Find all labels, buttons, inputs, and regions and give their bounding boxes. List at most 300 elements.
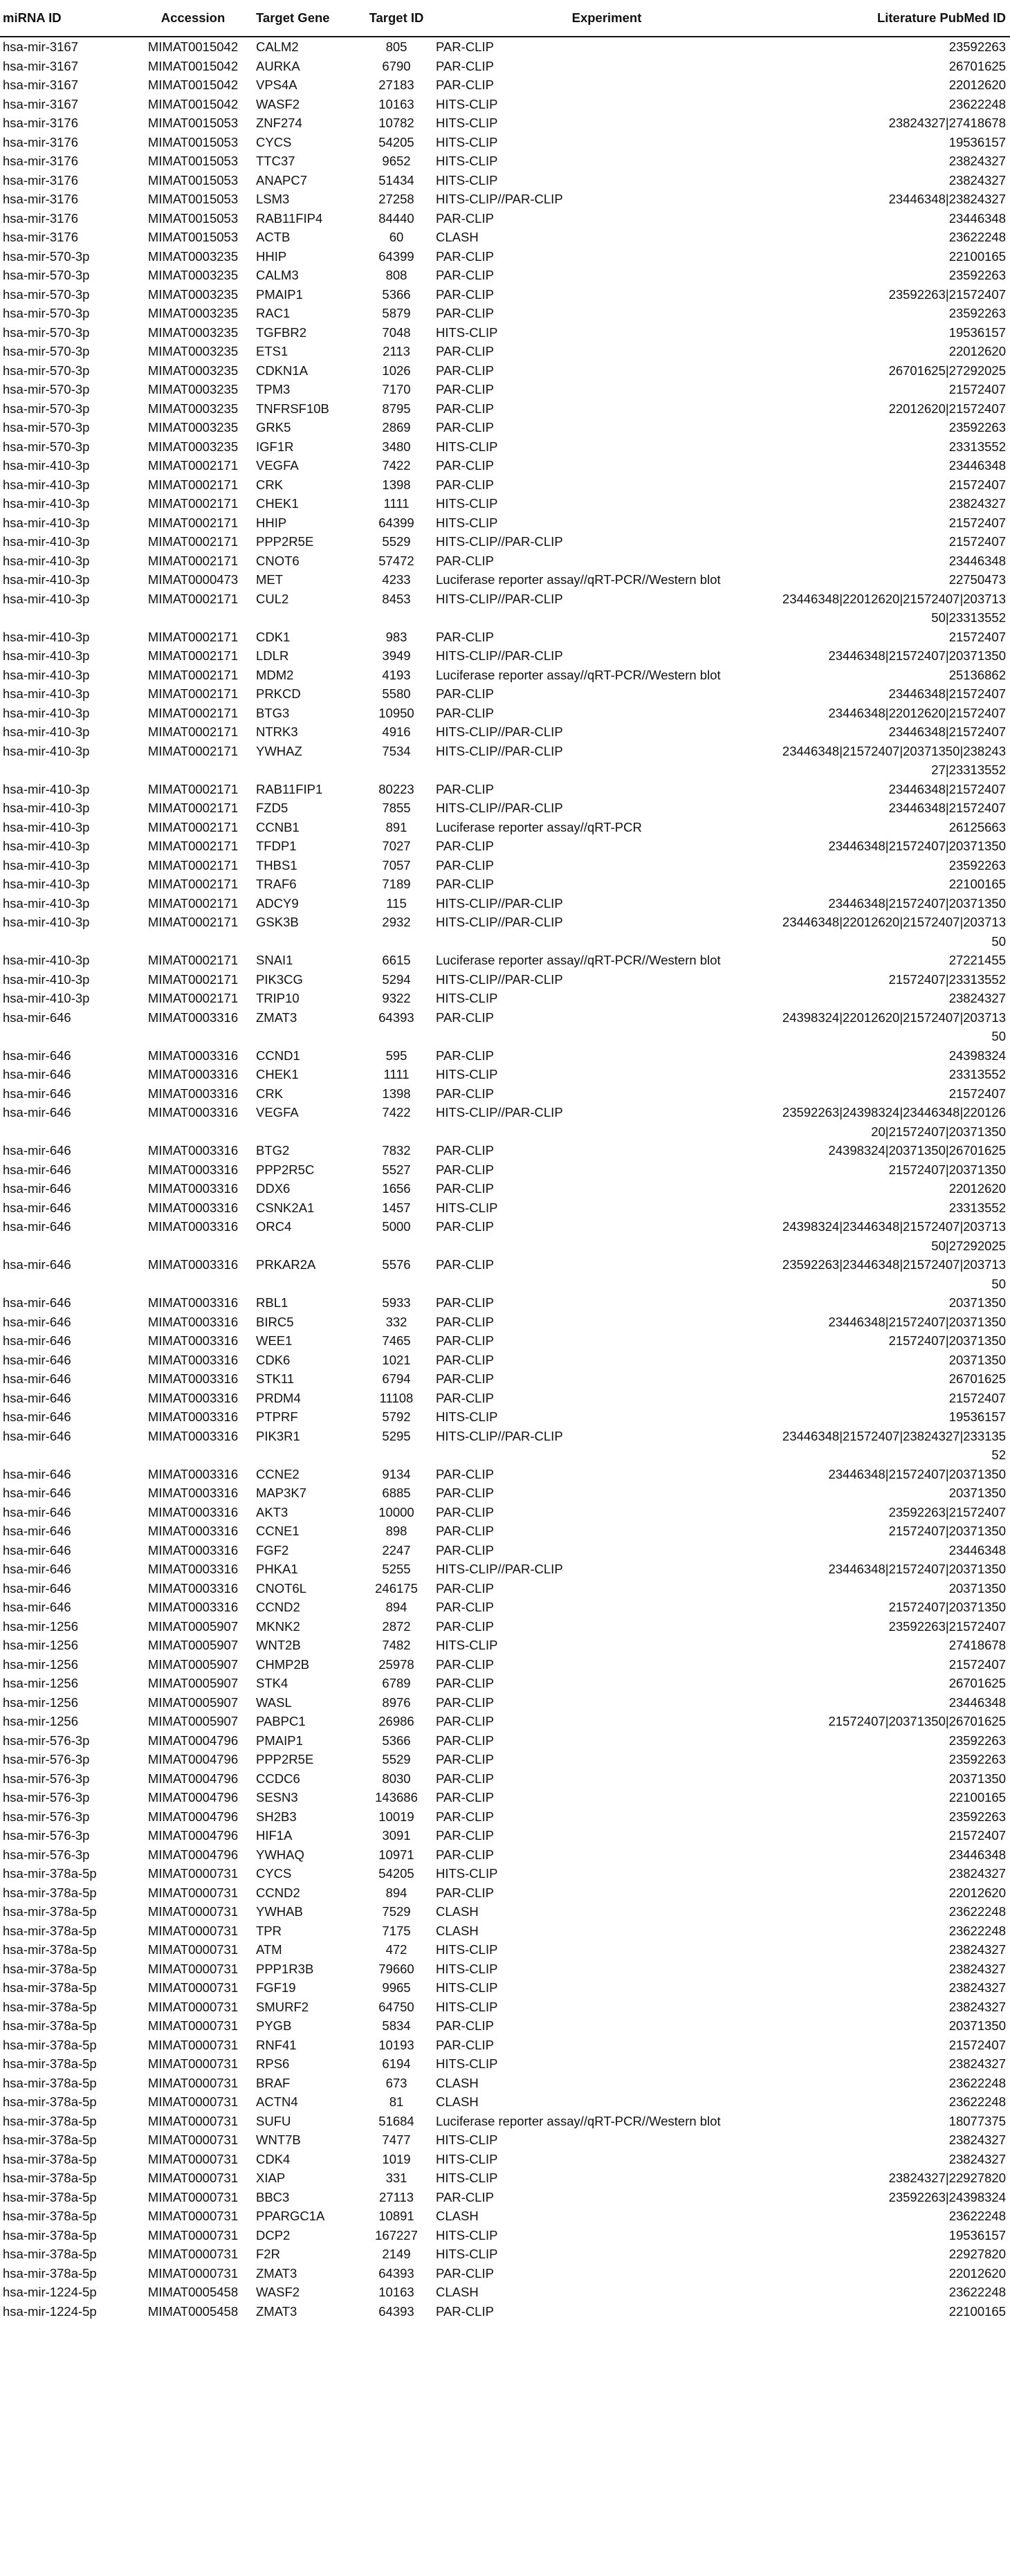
experiment-cell: PAR-CLIP [436, 781, 494, 796]
table-row [0, 2074, 1010, 2093]
target-gene-cell: CDK4 [256, 2151, 291, 2166]
mirna-id-cell: hsa-mir-410-3p [3, 648, 90, 663]
target-id-cell: 7175 [382, 1923, 411, 1938]
pubmed-id-cell: 23824327 [948, 154, 1006, 168]
target-id-cell: 5576 [382, 1257, 411, 1272]
accession-cell: MIMAT0005907 [147, 1695, 239, 1710]
accession-cell: MIMAT0003316 [147, 1390, 239, 1405]
target-gene-cell: PPARGC1A [256, 2209, 325, 2223]
experiment-cell: HITS-CLIP [436, 2227, 498, 2242]
accession-cell: MIMAT0002171 [147, 857, 239, 873]
target-gene-cell: PABPC1 [256, 1714, 306, 1728]
table-row [0, 742, 1010, 780]
experiment-cell: PAR-CLIP [436, 363, 494, 378]
target-id-cell: 9134 [382, 1466, 411, 1481]
accession-cell: MIMAT0004796 [147, 1847, 239, 1862]
table-row [0, 1217, 1010, 1255]
pubmed-id-cell: 23446348|21572407 [888, 801, 1006, 815]
target-gene-cell: ATM [256, 1942, 282, 1957]
pubmed-id-cell: 27221455 [948, 953, 1006, 967]
mirna-id-cell: hsa-mir-646 [3, 1524, 71, 1538]
mirna-id-cell: hsa-mir-570-3p [3, 248, 90, 264]
pubmed-id-cell: 20371350 [948, 1352, 1006, 1367]
target-gene-cell: ACTB [256, 230, 291, 244]
col-header-mirna-id: miRNA ID [0, 0, 131, 37]
pubmed-id-cell: 23446348|21572407|20371350|23824327|23313552 [782, 743, 1006, 777]
experiment-cell: PAR-CLIP [436, 1295, 494, 1310]
mirna-id-cell: hsa-mir-410-3p [3, 705, 90, 720]
experiment-cell: HITS-CLIP//PAR-CLIP [436, 534, 563, 549]
experiment-cell: HITS-CLIP [436, 1999, 498, 2014]
pubmed-id-cell: 23824327 [948, 1999, 1006, 2014]
mirna-id-cell: hsa-mir-576-3p [3, 1847, 90, 1862]
table-row [0, 361, 1010, 381]
accession-cell: MIMAT0000731 [147, 2189, 239, 2204]
experiment-cell: PAR-CLIP [436, 286, 494, 302]
target-gene-cell: PTPRF [256, 1409, 298, 1424]
pubmed-id-cell: 22750473 [948, 572, 1006, 587]
accession-cell: MIMAT0003316 [147, 1067, 239, 1081]
table-row [0, 2188, 1010, 2207]
pubmed-id-cell: 23446348 [948, 553, 1006, 568]
pubmed-id-cell: 20371350 [948, 1486, 1006, 1500]
target-gene-cell: YWHAZ [256, 743, 302, 758]
target-id-cell: 64399 [378, 515, 414, 530]
table-row [0, 894, 1010, 913]
target-id-cell: 64750 [378, 1999, 414, 2014]
table-row [0, 1693, 1010, 1712]
mirna-id-cell: hsa-mir-646 [3, 1580, 71, 1596]
table-row [0, 95, 1010, 114]
target-gene-cell: LDLR [256, 648, 289, 663]
col-header-target-gene: Target Gene [255, 0, 358, 37]
target-id-cell: 6615 [382, 953, 411, 967]
mirna-id-cell: hsa-mir-570-3p [3, 363, 90, 378]
target-gene-cell: CHEK1 [256, 1067, 299, 1081]
target-id-cell: 894 [385, 1600, 407, 1614]
experiment-cell: PAR-CLIP [436, 1600, 494, 1614]
accession-cell: MIMAT0003316 [147, 1143, 239, 1158]
accession-cell: MIMAT0015053 [147, 192, 239, 206]
accession-cell: MIMAT0000731 [147, 1999, 239, 2014]
target-id-cell: 1398 [382, 477, 411, 492]
table-row [0, 1198, 1010, 1218]
mirna-id-cell: hsa-mir-3176 [3, 172, 78, 188]
experiment-cell: PAR-CLIP [436, 58, 494, 73]
pubmed-id-cell: 23313552 [948, 1067, 1006, 1081]
mirna-id-cell: hsa-mir-3176 [3, 192, 78, 206]
target-id-cell: 27113 [378, 2189, 414, 2204]
mirna-id-cell: hsa-mir-576-3p [3, 1771, 90, 1786]
mirna-id-cell: hsa-mir-646 [3, 1562, 71, 1576]
table-row [0, 2245, 1010, 2264]
target-gene-cell: RNF41 [256, 2037, 297, 2052]
experiment-cell: PAR-CLIP [436, 77, 494, 92]
target-id-cell: 10950 [378, 705, 414, 720]
accession-cell: MIMAT0015042 [147, 58, 239, 73]
target-id-cell: 894 [385, 1885, 407, 1900]
target-gene-cell: WEE1 [256, 1333, 293, 1348]
mirna-id-cell: hsa-mir-378a-5p [3, 2018, 97, 2033]
accession-cell: MIMAT0003235 [147, 382, 239, 396]
experiment-cell: HITS-CLIP [436, 1638, 498, 1652]
accession-cell: MIMAT0002171 [147, 724, 239, 739]
mirna-id-cell: hsa-mir-646 [3, 1352, 71, 1367]
experiment-cell: HITS-CLIP//PAR-CLIP [436, 743, 563, 758]
accession-cell: MIMAT0004796 [147, 1733, 239, 1748]
target-gene-cell: TFDP1 [256, 839, 297, 853]
pubmed-id-cell: 22012620 [948, 1181, 1006, 1196]
pubmed-id-cell: 21572407 [948, 629, 1006, 644]
target-gene-cell: ORC4 [256, 1219, 292, 1234]
experiment-cell: HITS-CLIP [436, 515, 498, 530]
target-id-cell: 25978 [378, 1656, 414, 1672]
target-id-cell: 2932 [382, 915, 411, 929]
target-id-cell: 1656 [382, 1181, 411, 1196]
target-id-cell: 673 [385, 2075, 407, 2090]
accession-cell: MIMAT0000731 [147, 2265, 239, 2281]
table-row [0, 1864, 1010, 1883]
accession-cell: MIMAT0003316 [147, 1600, 239, 1614]
accession-cell: MIMAT0002171 [147, 648, 239, 663]
target-gene-cell: CHMP2B [256, 1656, 310, 1672]
pubmed-id-cell: 23622248 [948, 1923, 1006, 1938]
target-id-cell: 4233 [382, 572, 411, 587]
table-row [0, 247, 1010, 266]
pubmed-id-cell: 21572407 [948, 1390, 1006, 1405]
pubmed-id-cell: 23622248 [948, 2094, 1006, 2109]
mirna-id-cell: hsa-mir-1256 [3, 1695, 78, 1710]
target-id-cell: 6794 [382, 1371, 411, 1386]
pubmed-id-cell: 22012620 [948, 77, 1006, 92]
target-gene-cell: CCDC6 [256, 1771, 300, 1786]
target-id-cell: 595 [385, 1048, 407, 1063]
mirna-id-cell: hsa-mir-410-3p [3, 724, 90, 739]
mirna-id-cell: hsa-mir-1224-5p [3, 2285, 97, 2299]
mirna-id-cell: hsa-mir-410-3p [3, 819, 90, 834]
accession-cell: MIMAT0002171 [147, 534, 239, 549]
target-gene-cell: RAB11FIP4 [256, 210, 323, 226]
accession-cell: MIMAT0003316 [147, 1048, 239, 1063]
target-gene-cell: VEGFA [256, 1105, 299, 1120]
target-id-cell: 51434 [378, 172, 414, 188]
experiment-cell: PAR-CLIP [436, 1733, 494, 1748]
target-gene-cell: CYCS [256, 134, 292, 149]
mirna-id-cell: hsa-mir-646 [3, 1390, 71, 1405]
table-row [0, 780, 1010, 799]
accession-cell: MIMAT0000731 [147, 2113, 239, 2128]
mirna-id-cell: hsa-mir-410-3p [3, 686, 90, 701]
experiment-cell: Luciferase reporter assay//qRT-PCR//Western blot [436, 2113, 721, 2128]
mirna-id-cell: hsa-mir-1256 [3, 1714, 78, 1728]
mirna-id-cell: hsa-mir-410-3p [3, 515, 90, 530]
table-row [0, 2207, 1010, 2226]
experiment-cell: HITS-CLIP [436, 439, 498, 454]
target-id-cell: 9322 [382, 991, 411, 1005]
accession-cell: MIMAT0005907 [147, 1618, 239, 1634]
target-gene-cell: CCND2 [256, 1885, 300, 1900]
target-gene-cell: TPM3 [256, 382, 291, 396]
mirna-id-cell: hsa-mir-378a-5p [3, 2037, 97, 2052]
pubmed-id-cell: 23592263|21572407 [888, 286, 1006, 302]
accession-cell: MIMAT0000731 [147, 2151, 239, 2166]
accession-cell: MIMAT0002171 [147, 496, 239, 511]
experiment-cell: HITS-CLIP [436, 1200, 498, 1215]
target-gene-cell: CYCS [256, 1866, 292, 1881]
pubmed-id-cell: 23592263 [948, 857, 1006, 873]
table-row [0, 798, 1010, 818]
experiment-cell: PAR-CLIP [436, 877, 494, 891]
table-row [0, 1255, 1010, 1293]
table-row [0, 228, 1010, 247]
target-id-cell: 60 [389, 230, 404, 244]
target-id-cell: 5529 [382, 1752, 411, 1766]
experiment-cell: HITS-CLIP [436, 325, 498, 340]
target-id-cell: 5933 [382, 1295, 411, 1310]
target-id-cell: 332 [385, 1314, 407, 1329]
pubmed-id-cell: 21572407 [948, 515, 1006, 530]
table-row [0, 1179, 1010, 1198]
experiment-cell: PAR-CLIP [436, 686, 494, 701]
table-row [0, 1998, 1010, 2017]
target-gene-cell: TPR [256, 1923, 282, 1938]
target-id-cell: 1398 [382, 1086, 411, 1101]
target-gene-cell: STK11 [256, 1371, 295, 1386]
pubmed-id-cell: 23622248 [948, 2209, 1006, 2223]
mirna-id-cell: hsa-mir-576-3p [3, 1828, 90, 1843]
table-row [0, 989, 1010, 1008]
experiment-cell: PAR-CLIP [436, 1466, 494, 1481]
mirna-id-cell: hsa-mir-570-3p [3, 268, 90, 282]
mirna-id-cell: hsa-mir-378a-5p [3, 1866, 97, 1881]
target-id-cell: 5295 [382, 1428, 411, 1443]
pubmed-id-cell: 23446348|21572407 [888, 724, 1006, 739]
table-row [0, 1141, 1010, 1160]
pubmed-id-cell: 23592263 [948, 1809, 1006, 1824]
pubmed-id-cell: 23446348|21572407|20371350 [828, 1562, 1006, 1576]
accession-cell: MIMAT0002171 [147, 629, 239, 644]
target-gene-cell: CRK [256, 1086, 284, 1101]
experiment-cell: PAR-CLIP [436, 2265, 494, 2281]
pubmed-id-cell: 23824327 [948, 172, 1006, 188]
experiment-cell: CLASH [436, 2075, 479, 2090]
target-id-cell: 64393 [378, 2303, 414, 2319]
target-id-cell: 26986 [378, 1714, 414, 1728]
target-id-cell: 10019 [378, 1809, 414, 1824]
table-row [0, 57, 1010, 76]
table-row [0, 1636, 1010, 1655]
experiment-cell: PAR-CLIP [436, 1790, 494, 1805]
pubmed-id-cell: 23824327 [948, 2132, 1006, 2147]
table-row [0, 1750, 1010, 1769]
target-gene-cell: CUL2 [256, 591, 289, 606]
pubmed-id-cell: 23592263 [948, 268, 1006, 282]
target-id-cell: 7422 [382, 1105, 411, 1120]
pubmed-id-cell: 23592263|23446348|21572407|20371350 [782, 1257, 1006, 1291]
target-gene-cell: CDKN1A [256, 363, 309, 378]
accession-cell: MIMAT0003235 [147, 344, 239, 358]
accession-cell: MIMAT0003235 [147, 248, 239, 264]
experiment-cell: PAR-CLIP [436, 248, 494, 264]
target-gene-cell: PRKCD [256, 686, 301, 701]
pubmed-id-cell: 23446348|22012620|21572407|20371350|23313552 [782, 591, 1006, 625]
mirna-id-cell: hsa-mir-1256 [3, 1638, 78, 1652]
pubmed-id-cell: 23824327|22927820 [888, 2171, 1006, 2185]
pubmed-id-cell: 23622248 [948, 2075, 1006, 2090]
target-id-cell: 54205 [378, 1866, 414, 1881]
accession-cell: MIMAT0015042 [147, 77, 239, 92]
experiment-cell: PAR-CLIP [436, 1371, 494, 1386]
table-row [0, 1788, 1010, 1807]
pubmed-id-cell: 20371350 [948, 1771, 1006, 1786]
accession-cell: MIMAT0003235 [147, 401, 239, 416]
target-gene-cell: BTG3 [256, 705, 290, 720]
table-row [0, 190, 1010, 209]
target-gene-cell: HHIP [256, 515, 287, 530]
mirna-id-cell: hsa-mir-646 [3, 1486, 71, 1500]
experiment-cell: HITS-CLIP//PAR-CLIP [436, 648, 563, 663]
experiment-cell: PAR-CLIP [436, 382, 494, 396]
target-id-cell: 2872 [382, 1618, 411, 1634]
experiment-cell: PAR-CLIP [436, 1086, 494, 1101]
table-row [0, 1579, 1010, 1598]
experiment-cell: HITS-CLIP//PAR-CLIP [436, 192, 563, 206]
target-id-cell: 8976 [382, 1695, 411, 1710]
table-row [0, 113, 1010, 133]
accession-cell: MIMAT0003235 [147, 363, 239, 378]
experiment-cell: HITS-CLIP [436, 1961, 498, 1976]
target-gene-cell: ZMAT3 [256, 2265, 297, 2281]
mirna-id-cell: hsa-mir-570-3p [3, 382, 90, 396]
experiment-cell: HITS-CLIP//PAR-CLIP [436, 1428, 563, 1443]
accession-cell: MIMAT0003235 [147, 306, 239, 320]
experiment-cell: HITS-CLIP [436, 2132, 498, 2147]
target-id-cell: 3949 [382, 648, 411, 663]
table-row [0, 1483, 1010, 1503]
pubmed-id-cell: 21572407 [948, 1828, 1006, 1843]
table-row [0, 1769, 1010, 1789]
table-row [0, 646, 1010, 666]
experiment-cell: PAR-CLIP [436, 1486, 494, 1500]
accession-cell: MIMAT0003316 [147, 1542, 239, 1558]
target-gene-cell: CNOT6L [256, 1580, 306, 1596]
target-gene-cell: CCND1 [256, 1048, 300, 1063]
pubmed-id-cell: 23592263 [948, 1733, 1006, 1748]
experiment-cell: PAR-CLIP [436, 857, 494, 873]
accession-cell: MIMAT0003316 [147, 1486, 239, 1500]
target-id-cell: 27258 [378, 192, 414, 206]
experiment-cell: CLASH [436, 1904, 479, 1919]
mirna-id-cell: hsa-mir-646 [3, 1200, 71, 1215]
accession-cell: MIMAT0003316 [147, 1524, 239, 1538]
experiment-cell: HITS-CLIP [436, 154, 498, 168]
pubmed-id-cell: 21572407 [948, 1086, 1006, 1101]
mirna-id-cell: hsa-mir-576-3p [3, 1809, 90, 1824]
table-row [0, 380, 1010, 399]
accession-cell: MIMAT0002171 [147, 686, 239, 701]
accession-cell: MIMAT0002171 [147, 819, 239, 834]
mirna-id-cell: hsa-mir-576-3p [3, 1733, 90, 1748]
mirna-id-cell: hsa-mir-410-3p [3, 458, 90, 473]
target-gene-cell: SESN3 [256, 1790, 298, 1805]
table-row [0, 1065, 1010, 1084]
pubmed-id-cell: 23446348|21572407|20371350 [828, 648, 1006, 663]
pubmed-id-cell: 22012620|21572407 [888, 401, 1006, 416]
table-row [0, 513, 1010, 533]
accession-cell: MIMAT0000731 [147, 2037, 239, 2052]
accession-cell: MIMAT0005907 [147, 1714, 239, 1728]
target-id-cell: 472 [385, 1942, 407, 1957]
table-row [0, 666, 1010, 685]
accession-cell: MIMAT0015053 [147, 134, 239, 149]
mirna-id-cell: hsa-mir-570-3p [3, 286, 90, 302]
experiment-cell: HITS-CLIP [436, 172, 498, 188]
table-row [0, 1940, 1010, 1960]
target-gene-cell: NTRK3 [256, 724, 298, 739]
experiment-cell: PAR-CLIP [436, 210, 494, 226]
experiment-cell: PAR-CLIP [436, 1542, 494, 1558]
experiment-cell: HITS-CLIP [436, 1866, 498, 1881]
mirna-id-cell: hsa-mir-410-3p [3, 991, 90, 1005]
target-gene-cell: MET [256, 572, 284, 587]
experiment-cell: PAR-CLIP [436, 1010, 494, 1025]
table-row [0, 551, 1010, 571]
experiment-cell: PAR-CLIP [436, 1714, 494, 1728]
mirna-id-cell: hsa-mir-646 [3, 1257, 71, 1272]
pubmed-id-cell: 23622248 [948, 1904, 1006, 1919]
col-header-pubmed-id: Literature PubMed ID [779, 0, 1010, 37]
accession-cell: MIMAT0003316 [147, 1314, 239, 1329]
target-id-cell: 2149 [382, 2247, 411, 2261]
mirna-id-cell: hsa-mir-378a-5p [3, 2265, 97, 2281]
pubmed-id-cell: 23446348|21572407 [888, 781, 1006, 796]
mirna-id-cell: hsa-mir-410-3p [3, 667, 90, 682]
pubmed-id-cell: 23592263|21572407 [888, 1504, 1006, 1519]
accession-cell: MIMAT0003316 [147, 1010, 239, 1025]
experiment-cell: PAR-CLIP [436, 401, 494, 416]
accession-cell: MIMAT0002171 [147, 781, 239, 796]
pubmed-id-cell: 23824327 [948, 1942, 1006, 1957]
mirna-id-cell: hsa-mir-378a-5p [3, 1999, 97, 2014]
target-gene-cell: GRK5 [256, 420, 291, 435]
target-id-cell: 898 [385, 1524, 407, 1538]
pubmed-id-cell: 19536157 [948, 2227, 1006, 2242]
pubmed-id-cell: 20371350 [948, 1295, 1006, 1310]
mirna-id-cell: hsa-mir-570-3p [3, 325, 90, 340]
experiment-cell: PAR-CLIP [436, 705, 494, 720]
pubmed-id-cell: 20371350 [948, 1580, 1006, 1596]
table-row [0, 1731, 1010, 1751]
accession-cell: MIMAT0003316 [147, 1428, 239, 1443]
experiment-cell: PAR-CLIP [436, 629, 494, 644]
col-header-target-id: Target ID [358, 0, 434, 37]
accession-cell: MIMAT0005458 [147, 2303, 239, 2319]
mirna-id-cell: hsa-mir-378a-5p [3, 2056, 97, 2071]
target-gene-cell: CALM3 [256, 268, 299, 282]
mirna-id-cell: hsa-mir-646 [3, 1048, 71, 1063]
pubmed-id-cell: 22100165 [948, 2303, 1006, 2319]
target-id-cell: 7482 [382, 1638, 411, 1652]
experiment-cell: HITS-CLIP [436, 496, 498, 511]
pubmed-id-cell: 18077375 [948, 2113, 1006, 2128]
experiment-cell: PAR-CLIP [436, 1524, 494, 1538]
target-id-cell: 7048 [382, 325, 411, 340]
table-row [0, 2112, 1010, 2131]
experiment-cell: PAR-CLIP [436, 268, 494, 282]
table-row [0, 1389, 1010, 1408]
table-row [0, 2036, 1010, 2055]
experiment-cell: HITS-CLIP//PAR-CLIP [436, 895, 563, 911]
